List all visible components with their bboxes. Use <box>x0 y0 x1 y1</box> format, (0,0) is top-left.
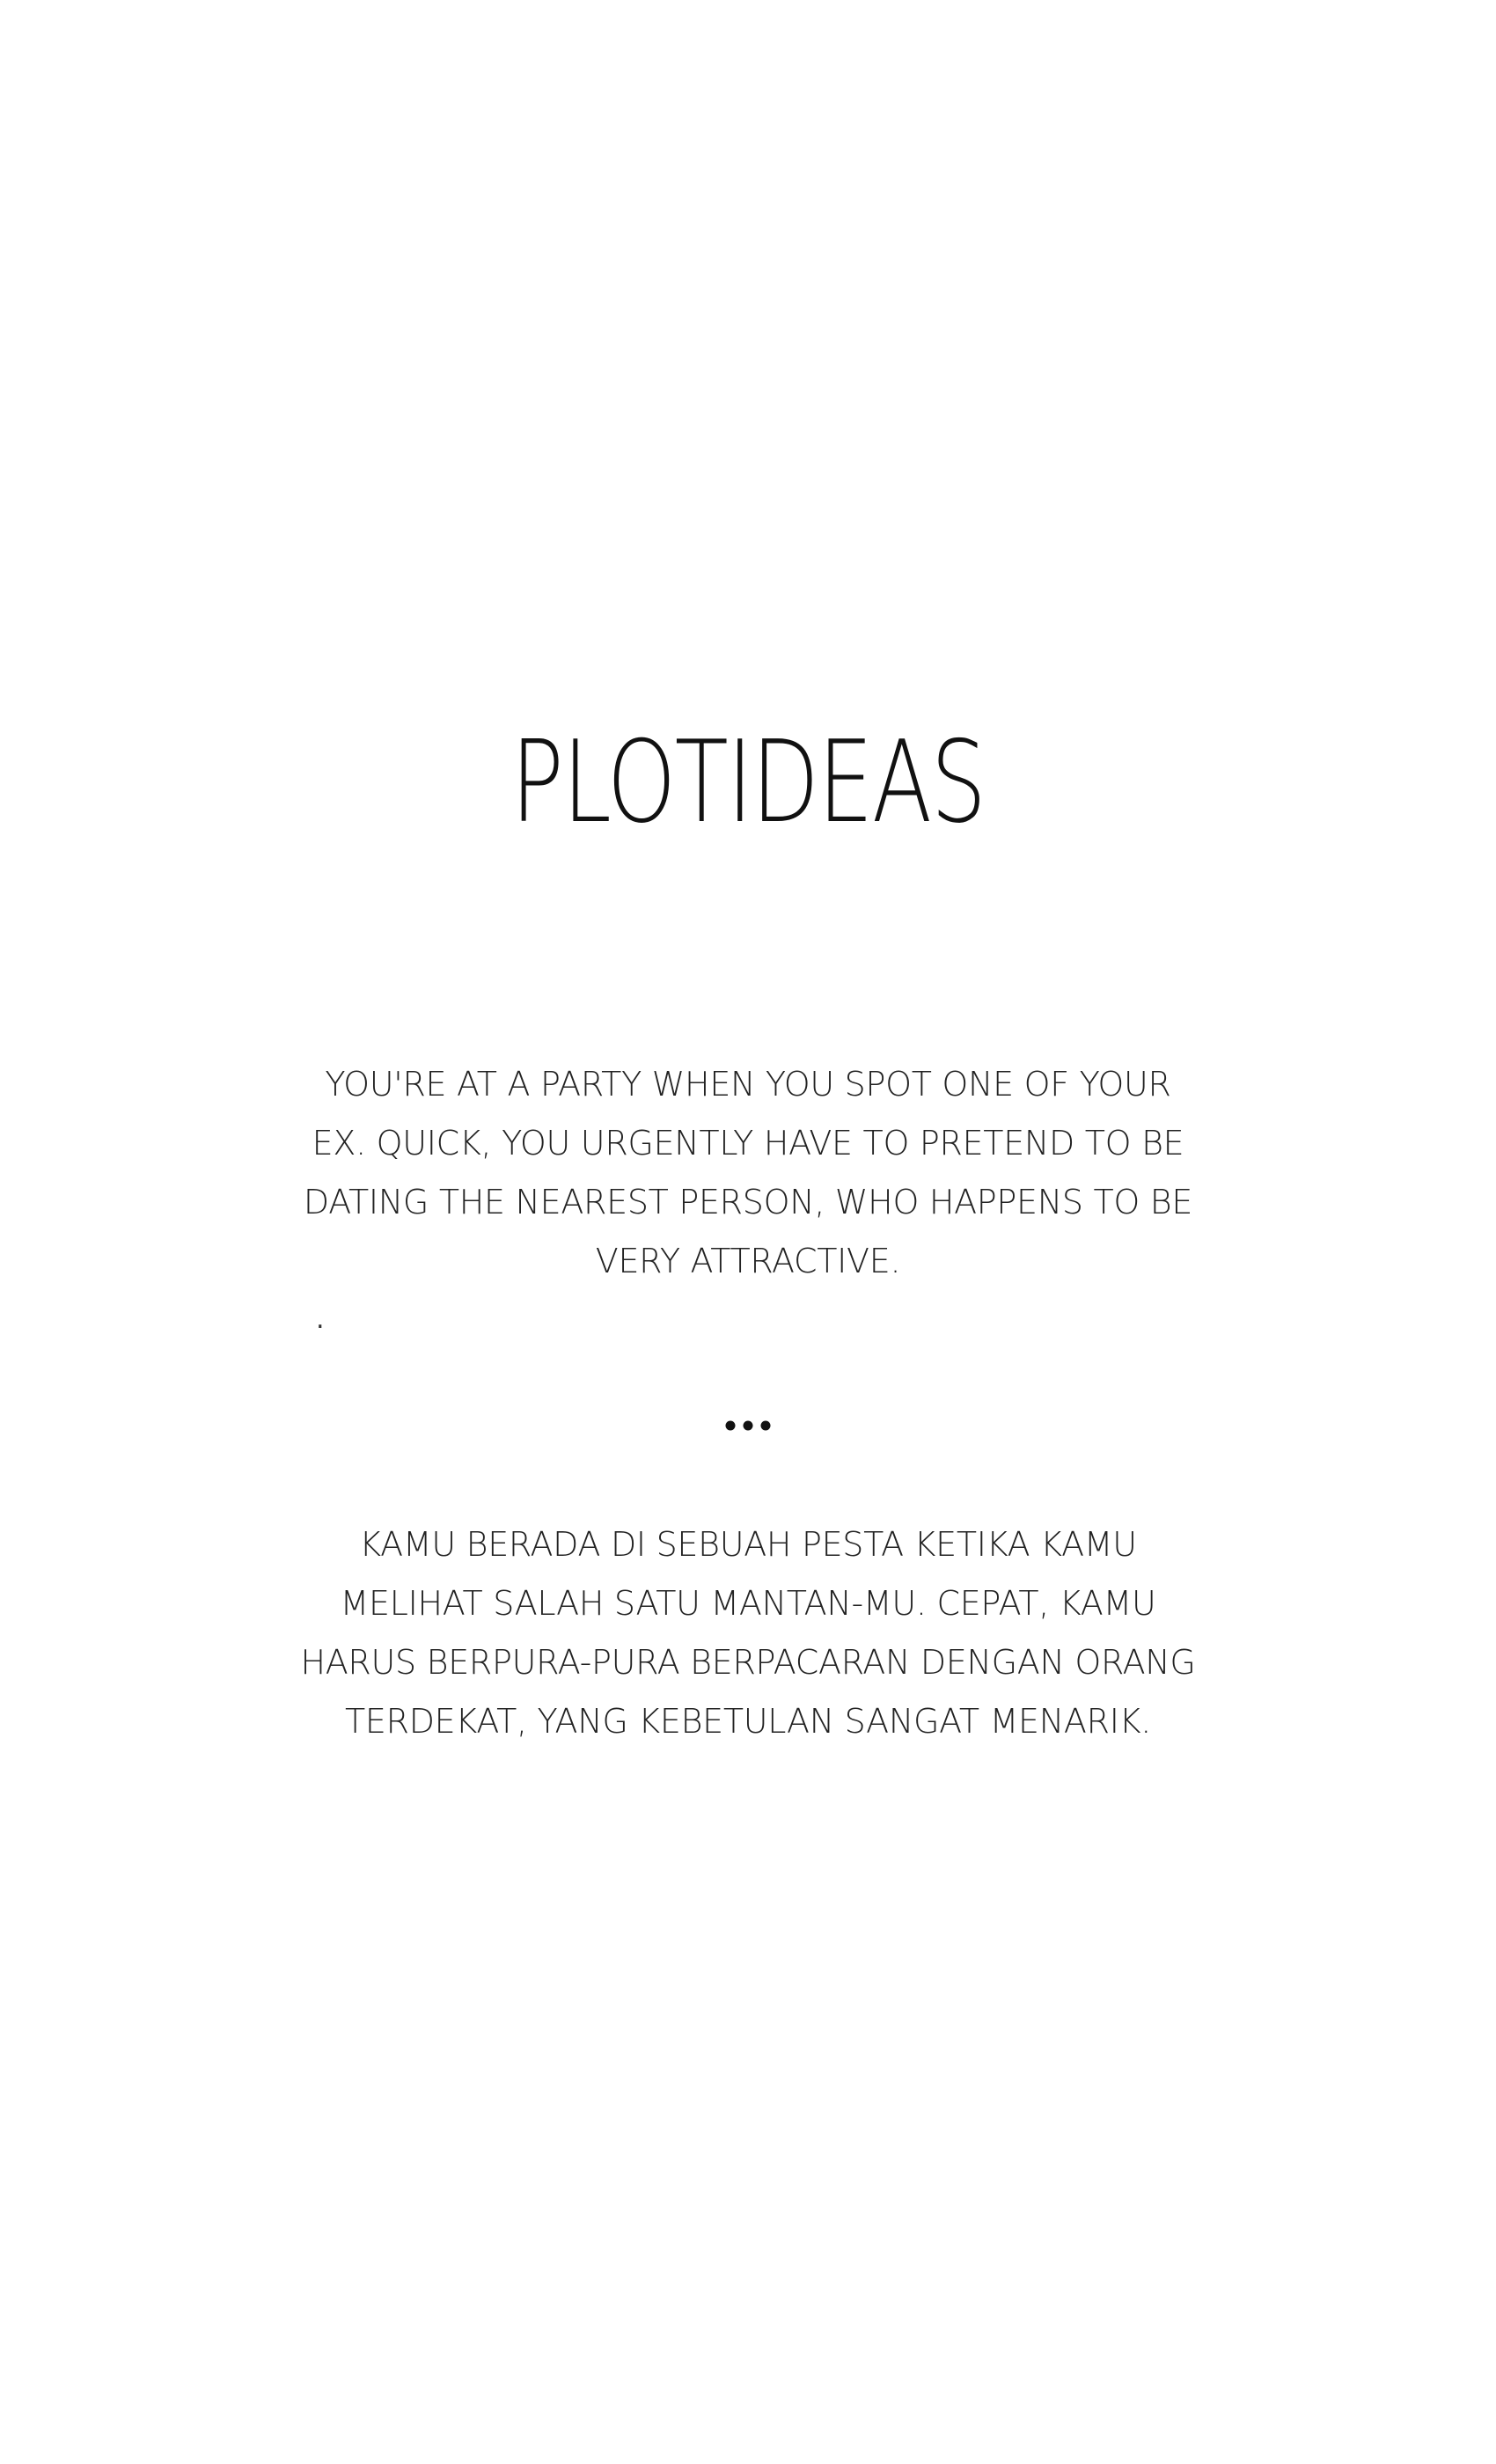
dots-divider <box>0 1417 1496 1452</box>
prompt-indonesian: KAMU BERADA DI SEBUAH PESTA KETIKA KAMU MELIHAT SALAH SATU MANTAN-MU. CEPAT, KAMU HARUS BERPURA-PURA BERPACARAN DENGAN ORANG TERDEKAT, YANG KEBETULAN SANGAT MENARIK. <box>300 1525 1196 1741</box>
prompt-english: YOU'RE AT A PARTY WHEN YOU SPOT ONE OF YOUR EX. QUICK, YOU URGENTLY HAVE TO PRETEND TO BE DATING THE NEAREST PERSON, WHO HAPPENS TO BE VERY ATTRACTIVE. <box>303 1065 1193 1280</box>
page-title: PLOTIDEAS <box>510 717 986 848</box>
ellipsis-icon <box>722 1417 774 1434</box>
stray-mark: . <box>316 1304 325 1335</box>
